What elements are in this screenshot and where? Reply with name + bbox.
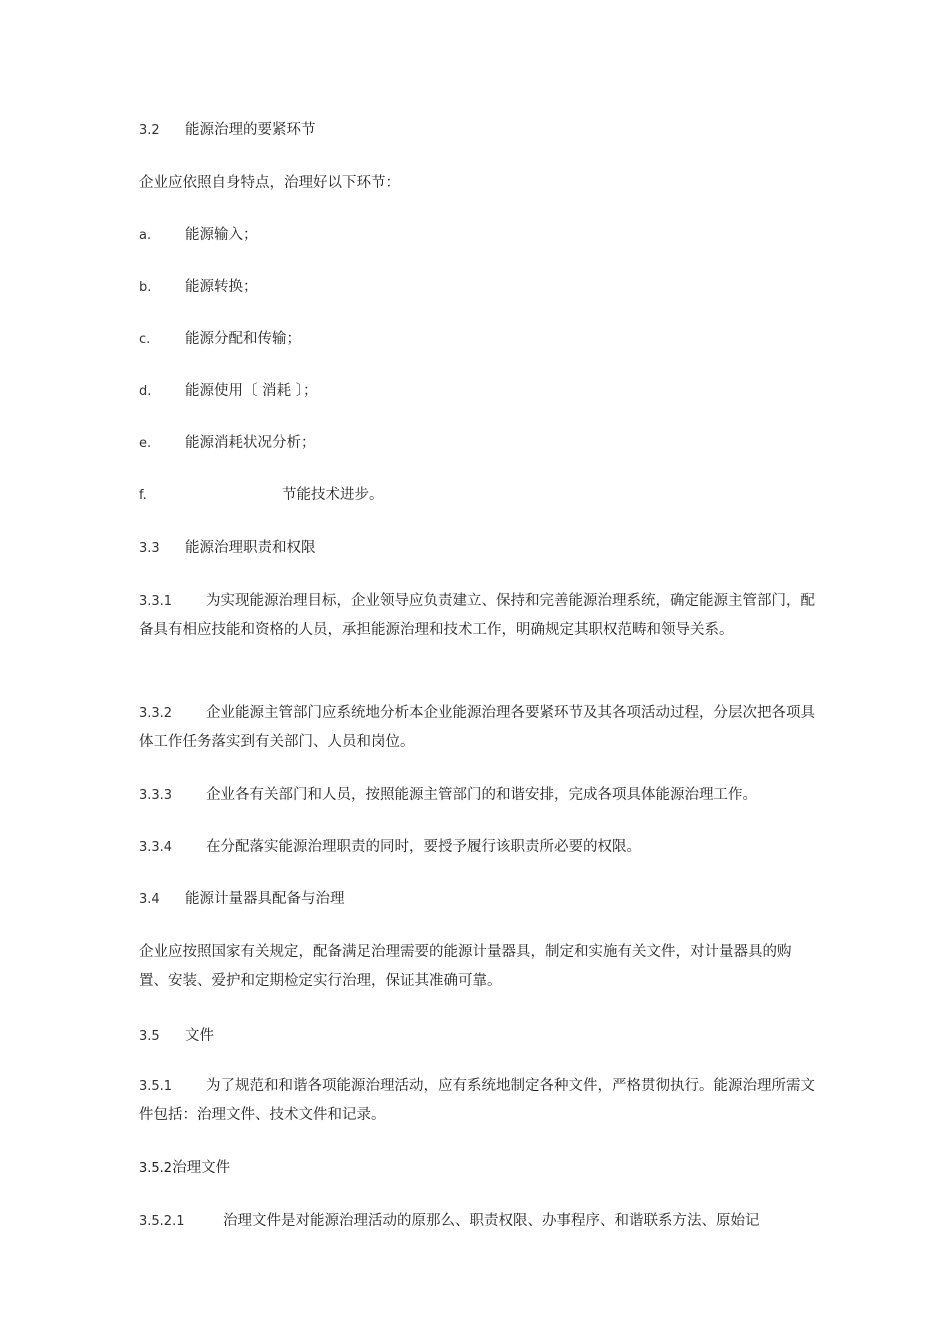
list-marker: f. [139,488,147,503]
section-3-4-body [139,938,819,996]
paragraph-text: 企业应依照自身特点，治理好以下环节： [139,175,400,191]
list-item-d [139,377,819,406]
paragraph-text: 企业应按照国家有关规定，配备满足治理需要的能源计量器具，制定和实施有关文件，对计量器具的购置、安装、爱护和定期检定实行治理，保证其准确可靠。 [139,944,792,989]
section-3-5-1-paragraph [139,1072,819,1130]
list-item-f [139,481,819,510]
section-title: 文件 [185,1028,214,1044]
list-item-text: 能源消耗状况分析； [185,435,316,451]
section-3-5-2-heading [139,1154,819,1183]
list-marker: a. [139,228,152,243]
list-item-text: 能源使用〔 消耗 〕； [185,383,318,399]
paragraph-text: 治理文件是对能源治理活动的原那么、职责权限、办事程序、和谐联系方法、原始记 [223,1213,760,1229]
list-item-text: 节能技术进步。 [282,487,384,503]
section-number: 3.3 [139,541,160,556]
section-3-3-1-paragraph [139,587,819,645]
section-number: 3.3.4 [139,840,173,855]
list-item-text: 能源转换； [185,279,258,295]
paragraph-text: 企业各有关部门和人员，按照能源主管部门的和谐安排，完成各项具体能源治理工作。 [206,787,757,803]
list-item-text: 能源输入； [185,227,258,243]
section-number: 3.2 [139,123,160,138]
section-3-3-heading [139,534,819,563]
list-marker: b. [139,280,152,295]
list-item-c [139,325,819,354]
section-number: 3.3.3 [139,788,173,803]
section-title: 能源治理的要紧环节 [185,122,316,138]
paragraph-text: 为了规范和和谐各项能源治理活动，应有系统地制定各种文件，严格贯彻执行。能源治理所需文件包括：治理文件、技术文件和记录。 [139,1078,815,1123]
section-3-5-heading [139,1022,819,1051]
section-3-4-heading [139,885,819,914]
list-item-e [139,429,819,458]
section-3-3-4-paragraph [139,833,819,862]
section-title: 能源治理职责和权限 [185,540,316,556]
list-item-a [139,221,819,250]
intro-paragraph [139,169,819,198]
section-number: 3.5 [139,1029,160,1044]
section-title: 能源计量器具配备与治理 [185,891,345,907]
section-3-2-heading [139,116,819,145]
section-title: 治理文件 [172,1160,231,1176]
section-number: 3.3.1 [139,594,173,609]
list-marker: d. [139,384,152,399]
section-3-3-2-paragraph [139,699,819,757]
section-number: 3.4 [139,892,160,907]
section-number: 3.5.2.1 [139,1214,185,1229]
section-3-5-2-1-paragraph [139,1207,819,1236]
section-3-3-3-paragraph [139,781,819,810]
list-item-b [139,273,819,302]
list-item-text: 能源分配和传输； [185,331,301,347]
section-number: 3.5.2 [139,1161,173,1176]
paragraph-text: 为实现能源治理目标，企业领导应负责建立、保持和完善能源治理系统，确定能源主管部门，配备具有相应技能和资格的人员，承担能源治理和技术工作，明确规定其职权范畴和领导关系。 [139,593,815,638]
paragraph-text: 企业能源主管部门应系统地分析本企业能源治理各要紧环节及其各项活动过程，分层次把各项具体工作任务落实到有关部门、人员和岗位。 [139,705,815,750]
list-marker: c. [139,332,151,347]
section-number: 3.5.1 [139,1079,173,1094]
section-number: 3.3.2 [139,706,173,721]
list-marker: e. [139,436,152,451]
paragraph-text: 在分配落实能源治理职责的同时，要授予履行该职责所必要的权限。 [206,839,641,855]
